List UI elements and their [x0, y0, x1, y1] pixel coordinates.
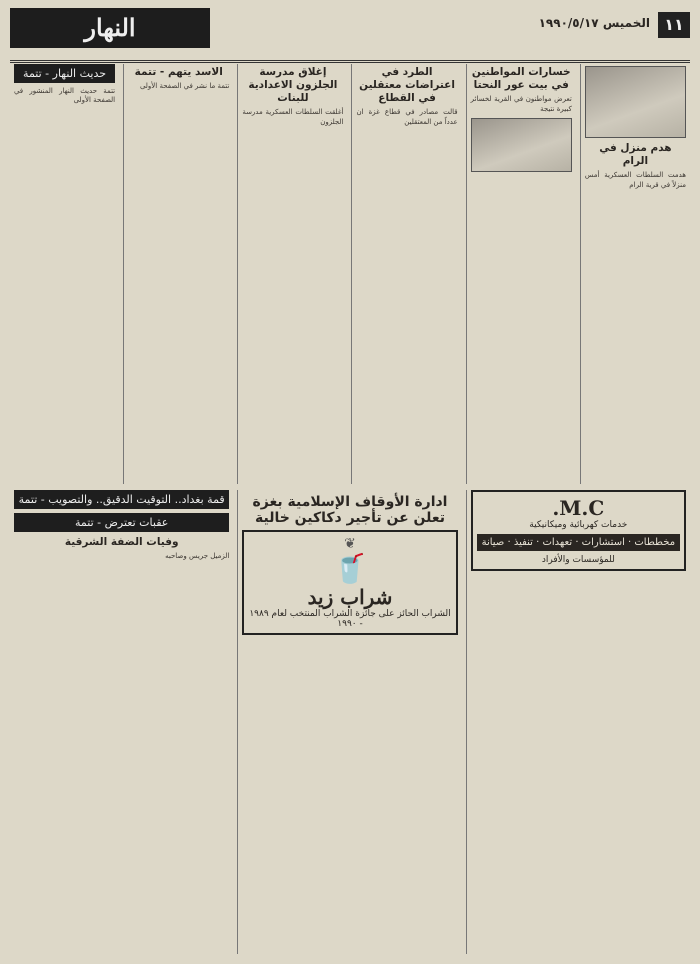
trade-ad-subtitle: خدمات كهربائية وميكانيكية [529, 520, 628, 530]
article-title: خسارات المواطنين في بيت عور النحتا [471, 66, 571, 92]
drink-ad-title: شراب زيد [307, 585, 393, 609]
article-body: تعرض مواطنون في القرية لخسائر كبيرة نتيجة [470, 95, 572, 113]
article-column [123, 64, 233, 484]
issue-date: الخميس ١٩٩٠/٥/١٧ [538, 16, 650, 30]
article-body: قالت مصادر في قطاع غزة ان عدداً من المعتقلين [356, 108, 458, 126]
lower-section [10, 490, 690, 954]
newspaper-logo: النهار [10, 8, 210, 48]
article-body: تتمة ما نشر في الصفحة الأولى [139, 82, 230, 91]
section-headline: ادارة الأوقاف الإسلامية بغزة تعلن عن تأجير دكاكين خالية [252, 494, 448, 526]
article-column [466, 64, 576, 484]
obituaries-title: وفيات الضفة الشرقية [64, 536, 179, 548]
center-column [237, 490, 461, 954]
article-title: هدم منزل في الرام [599, 142, 672, 168]
article-column [237, 64, 347, 484]
article-column [351, 64, 461, 484]
article-body: أغلقت السلطات العسكرية مدرسة الجلزون [242, 108, 344, 126]
closing-line: الزميل جريس وصاحبه [165, 552, 230, 561]
article-column [10, 64, 119, 484]
trade-ad-title: M.C. [552, 496, 605, 520]
drink-ad-caption: الشراب الحائز على جائزة الشراب المنتخب لعام ١٩٨٩ - ١٩٩٠ [249, 609, 451, 629]
article-photo [471, 118, 572, 172]
trade-ad [471, 490, 686, 571]
column-heading: حديث النهار - تتمة [14, 64, 115, 83]
article-title: الاسد يتهم - تتمة [134, 66, 223, 78]
article-column [580, 64, 690, 484]
article-body: تتمة حديث النهار المنشور في الصفحة الأولى [13, 87, 116, 105]
trade-ad-column [466, 490, 690, 954]
drink-glass-icon: 🥤 [332, 552, 368, 585]
page-number: ١١ [658, 12, 690, 38]
drink-ad [242, 530, 457, 635]
trade-ad-audience: للمؤسسات والأفراد [541, 555, 615, 565]
masthead [10, 8, 690, 63]
article-photo [585, 66, 686, 138]
article-title: إغلاق مدرسة الجلزون الاعدادية للبنات [248, 66, 338, 105]
trade-ad-services: مخططات · استشارات · تعهدات · تنفيذ · صيانة [477, 534, 680, 551]
ornament-icon: ❦ [344, 536, 356, 552]
article-body: هدمت السلطات العسكرية أمس منزلاً في قرية الرام [584, 171, 686, 189]
note-headline: عقبات تعترض - تتمة [14, 513, 229, 532]
baghdad-headline: قمة بغداد.. التوقيت الدقيق.. والتصويب - تتمة [14, 490, 229, 509]
left-column [10, 490, 233, 954]
article-title: الطرد في اعتراضات معتقلين في القطاع [359, 66, 455, 105]
upper-columns [10, 64, 690, 484]
